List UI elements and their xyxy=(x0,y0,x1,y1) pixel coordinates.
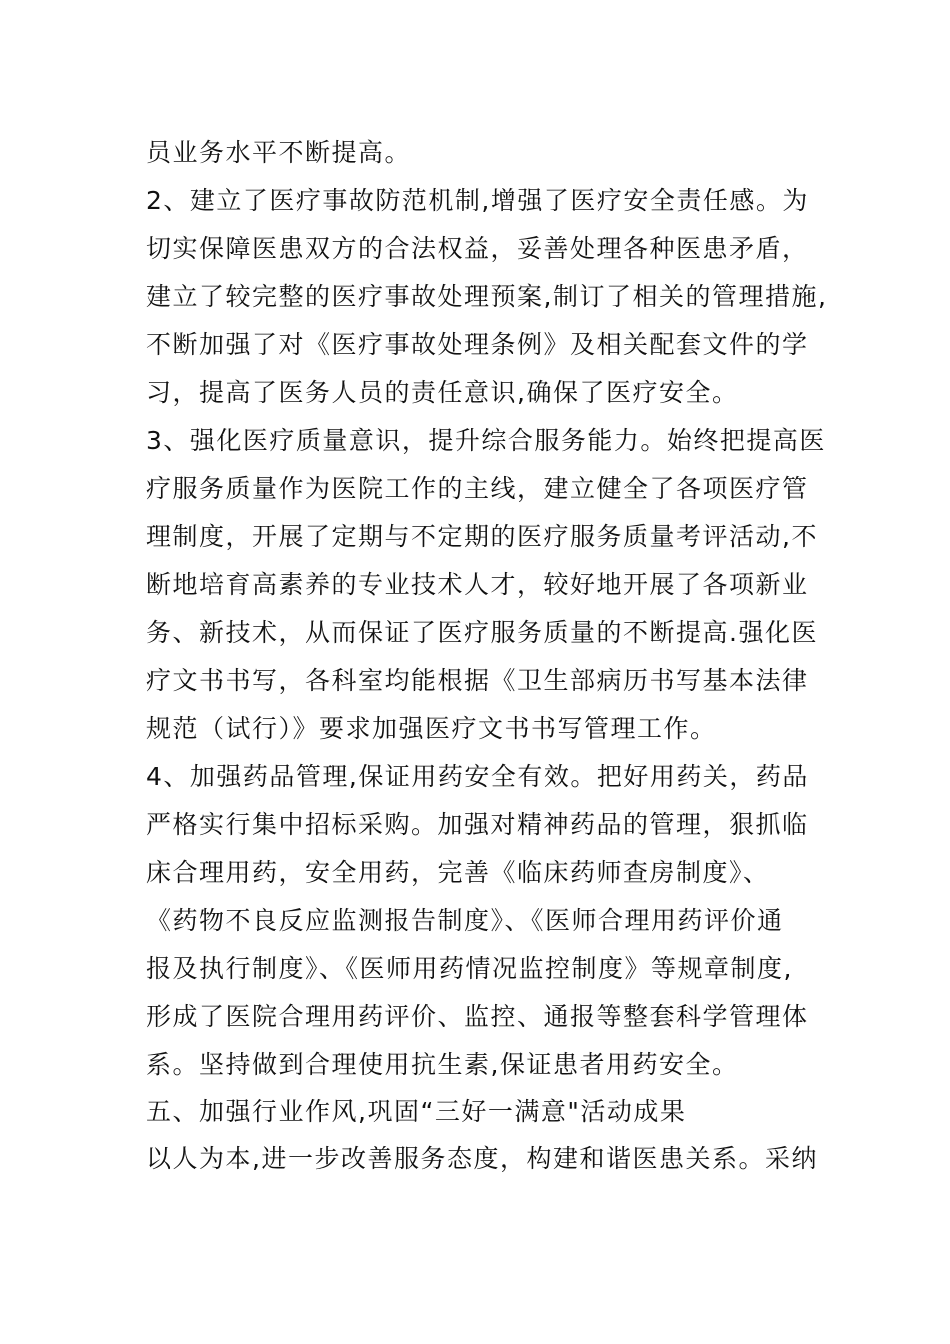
text-line: 务、新技术，从而保证了医疗服务质量的不断提高.强化医 xyxy=(146,618,818,647)
text-line: 切实保障医患双方的合法权益，妥善处理各种医患矛盾， xyxy=(146,234,809,263)
text-line: 理制度，开展了定期与不定期的医疗服务质量考评活动,不 xyxy=(146,522,818,551)
text-line: 4、加强药品管理,保证用药安全有效。把好用药关，药品 xyxy=(146,762,809,791)
text-line: 疗文书书写，各科室均能根据《卫生部病历书写基本法律 xyxy=(146,666,809,695)
text-line: 《药物不良反应监测报告制度》、《医师合理用药评价通 xyxy=(146,906,784,935)
text-line: 形成了医院合理用药评价、监控、通报等整套科学管理体 xyxy=(146,1002,809,1031)
text-line: 断地培育高素养的专业技术人才，较好地开展了各项新业 xyxy=(146,570,809,599)
text-line: 员业务水平不断提高。 xyxy=(146,138,412,167)
text-line: 以人为本,进一步改善服务态度，构建和谐医患关系。采纳 xyxy=(146,1144,818,1173)
text-line: 不断加强了对《医疗事故处理条例》及相关配套文件的学 xyxy=(146,330,809,359)
text-line: 3、强化医疗质量意识，提升综合服务能力。始终把提高医 xyxy=(146,426,826,455)
text-line: 疗服务质量作为医院工作的主线，建立健全了各项医疗管 xyxy=(146,474,809,503)
text-line: 床合理用药，安全用药，完善《临床药师查房制度》、 xyxy=(146,858,770,887)
text-line: 规范（试行）》要求加强医疗文书书写管理工作。 xyxy=(146,714,717,743)
text-line: 建立了较完整的医疗事故处理预案,制订了相关的管理措施, xyxy=(146,282,828,311)
text-line: 报及执行制度》、《医师用药情况监控制度》等规章制度, xyxy=(146,954,793,983)
text-line: 2、建立了医疗事故防范机制,增强了医疗安全责任感。为 xyxy=(146,186,809,215)
text-line: 系。坚持做到合理使用抗生素,保证患者用药安全。 xyxy=(146,1050,739,1079)
text-line: 严格实行集中招标采购。加强对精神药品的管理，狠抓临 xyxy=(146,810,809,839)
document-body xyxy=(146,129,828,1183)
text-line: 习，提高了医务人员的责任意识,确保了医疗安全。 xyxy=(146,378,739,407)
section-heading: 五、加强行业作风,巩固“三好一满意"活动成果 xyxy=(146,1097,687,1126)
